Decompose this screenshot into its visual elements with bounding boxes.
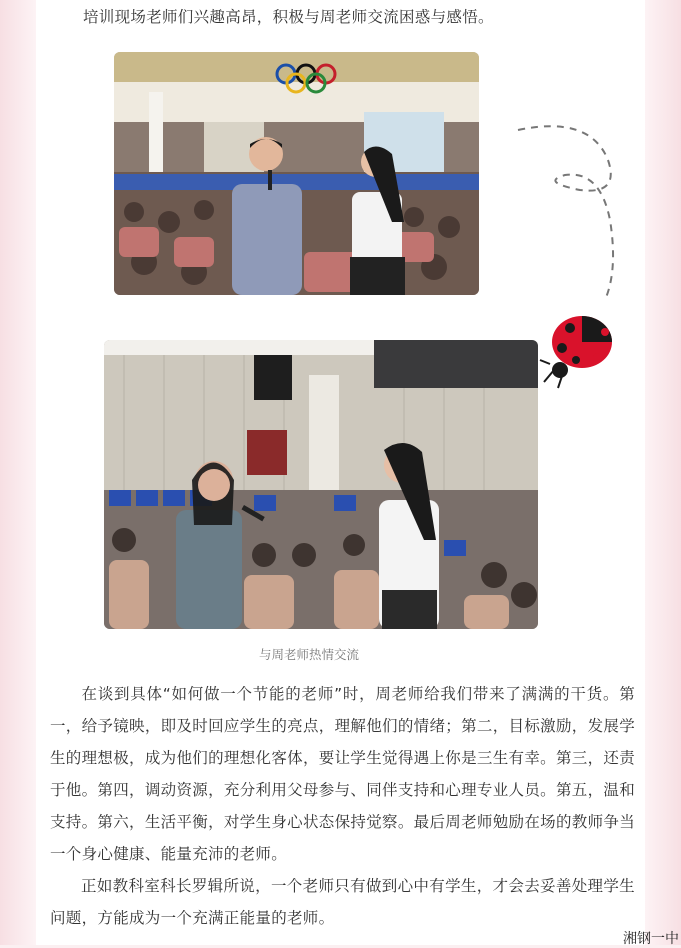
- intro-paragraph: 培训现场老师们兴趣高昂，积极与周老师交流困惑与感悟。: [83, 8, 494, 26]
- watermark-label: 湘钢一中: [623, 931, 679, 947]
- photo-caption: 与周老师热情交流: [258, 647, 359, 662]
- classroom-photo-icon: [114, 52, 479, 295]
- body-paragraph-2-text: 正如教科室科长罗辑所说，一个老师只有做到心中有学生，才会去妥善处理学生问题，方能成为一个充满正能量的老师。: [50, 877, 635, 927]
- body-paragraph-1-text: 在谈到具体“如何做一个节能的老师”时，周老师给我们带来了满满的干货。第一，给予镜映，即及时回应学生的亮点，理解他们的情绪；第二，目标激励，发展学生的理想极，成为他们的理想化客体，要让学生觉得遇上你是三生有幸。第三，还责于他。第四，调动资源，充分利用父母参与、同伴支持和心理专业人员。第五，温和支持。第六，生活平衡，对学生身心状态保持觉察。最后周老师勉励在场的教师争当一个身心健康、能量充沛的老师。: [50, 685, 635, 863]
- page-border-right: [645, 0, 681, 945]
- training-photo-2: [104, 340, 538, 629]
- body-paragraph-2: [50, 870, 635, 934]
- training-photo-1: [114, 52, 479, 295]
- body-paragraph-1: [50, 678, 635, 870]
- classroom-photo-icon: [104, 340, 538, 629]
- page-border-left: [0, 0, 36, 945]
